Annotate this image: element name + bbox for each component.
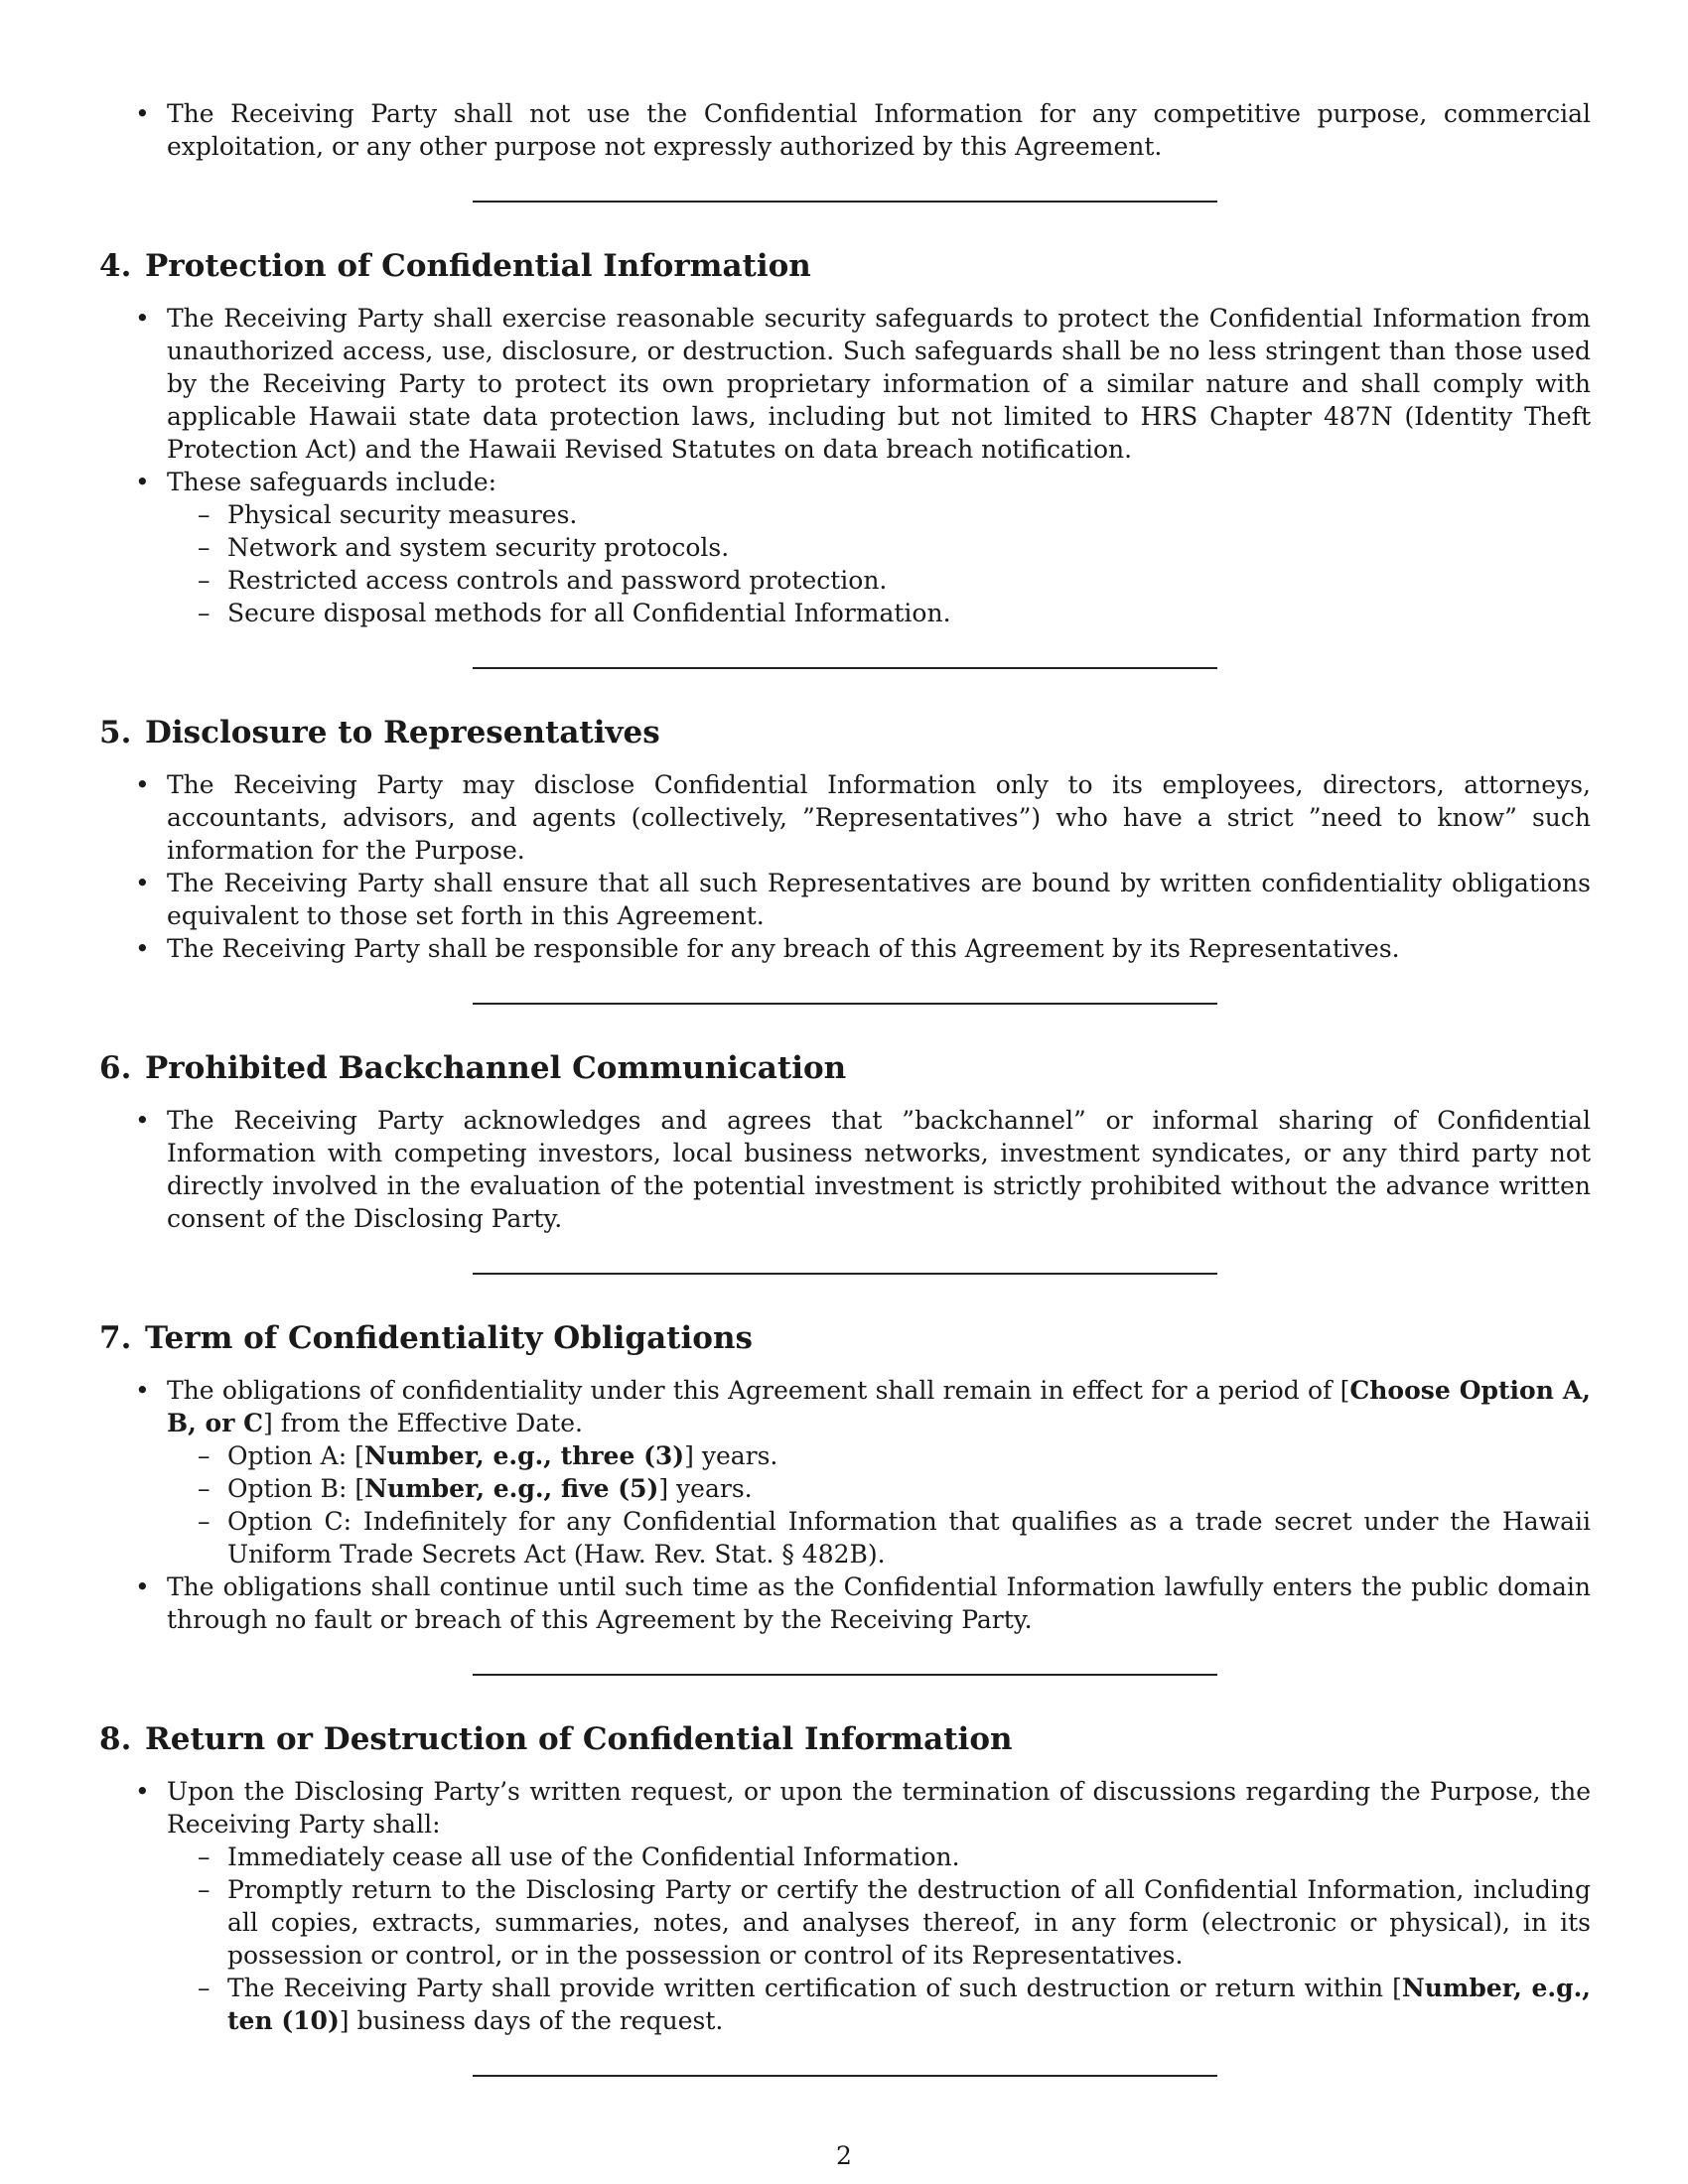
section-5-heading [99, 713, 1591, 752]
section-divider [473, 1003, 1217, 1005]
return-step-2: – Promptly return to the Disclosing Party or certify the destruction of all Confidential Information, including all copies, extracts, summaries, notes, and analyses thereof, in any form (electronic or physical), in its possession or control, or in the possession or control of its Representatives. [167, 1873, 1591, 1972]
section-4-number: 4. [99, 248, 132, 284]
section-6-number: 6. [99, 1050, 132, 1086]
section-6-title: Prohibited Backchannel Communication [145, 1050, 847, 1086]
return-steps-list [167, 1841, 1591, 2037]
section-5-bullet-2: • The Receiving Party shall ensure that all such Representatives are bound by written confidentiality obligations equivalent to those set forth in this Agreement. [99, 867, 1591, 932]
option-b-placeholder: Number, e.g., five (5) [364, 1474, 659, 1503]
section-5-number: 5. [99, 715, 132, 751]
option-b-pre: Option B: [ [227, 1474, 365, 1503]
page-number: 2 [836, 2141, 852, 2170]
section-6 [99, 1048, 1591, 1235]
option-a [167, 1439, 1591, 1472]
section-4-bullet-2 [99, 466, 1591, 629]
section-5-bullet-1: • The Receiving Party may disclose Confidential Information only to its employees, directors, attorneys, accountants, advisors, and agents (collectively, ”Representatives”) who have a strict ”need to know” such information for the Purpose. [99, 768, 1591, 867]
section-7-list [99, 1374, 1591, 1636]
option-b [167, 1472, 1591, 1505]
section-8-number: 8. [99, 1721, 132, 1757]
section-divider [473, 2075, 1217, 2077]
section-8-bullet-1 [99, 1775, 1591, 2037]
safeguards-list [167, 498, 1591, 629]
safeguard-item: – Restricted access controls and password protection. [167, 564, 1591, 597]
document-page [99, 97, 1591, 2120]
section-7-bullet-1 [99, 1374, 1591, 1570]
section-4-heading [99, 246, 1591, 286]
section-5-title: Disclosure to Representatives [145, 715, 660, 751]
section-8-heading [99, 1719, 1591, 1759]
safeguard-item: – Physical security measures. [167, 498, 1591, 531]
section-8 [99, 1719, 1591, 2037]
return-step-1: – Immediately cease all use of the Confidential Information. [167, 1841, 1591, 1873]
section-divider [473, 201, 1217, 203]
section-divider [473, 1273, 1217, 1275]
section-6-heading [99, 1048, 1591, 1088]
return-step-3-placeholder: Number, e.g., ten (10) [227, 1974, 1592, 2035]
option-c: – Option C: Indefinitely for any Confidential Information that qualifies as a trade secret under the Hawaii Uniform Trade Secrets Act (Haw. Rev. Stat. § 482B). [167, 1505, 1591, 1570]
section-4-title: Protection of Confidential Information [145, 248, 811, 284]
term-placeholder: Choose Option A, B, or C [167, 1376, 1591, 1437]
section-divider [473, 1674, 1217, 1676]
safeguard-item: – Secure disposal methods for all Confidential Information. [167, 597, 1591, 629]
term-options-list [167, 1439, 1591, 1570]
term-text-pre: The obligations of confidentiality under this Agreement shall remain in effect for a period of [ [167, 1376, 1350, 1405]
section-8-bullet-1-text: Upon the Disclosing Party’s written request, or upon the termination of discussions regarding the Purpose, the Receiving Party shall: [167, 1777, 1591, 1839]
section-4-list [99, 302, 1591, 629]
section-7-bullet-2: • The obligations shall continue until such time as the Confidential Information lawfully enters the public domain through no fault or breach of this Agreement by the Receiving Party. [99, 1570, 1591, 1636]
return-step-3-pre: The Receiving Party shall provide written certification of such destruction or return within [ [227, 1974, 1402, 2002]
section-8-list [99, 1775, 1591, 2037]
section-5-list [99, 768, 1591, 965]
section-divider [473, 667, 1217, 669]
return-step-3 [167, 1972, 1591, 2037]
term-text-post: ] from the Effective Date. [263, 1409, 583, 1437]
section-7-title: Term of Confidentiality Obligations [145, 1320, 753, 1356]
section-7-number: 7. [99, 1320, 132, 1356]
option-a-pre: Option A: [ [227, 1441, 364, 1470]
option-a-post: ] years. [684, 1441, 778, 1470]
section-8-title: Return or Destruction of Confidential Information [145, 1721, 1013, 1757]
section-4 [99, 246, 1591, 629]
section-6-bullet-1: • The Receiving Party acknowledges and agrees that ”backchannel” or informal sharing of Confidential Information with competing investors, local business networks, investment syndicates, or any third party not directly involved in the evaluation of the potential investment is strictly prohibited without the advance written consent of the Disclosing Party. [99, 1104, 1591, 1235]
return-step-3-post: ] business days of the request. [339, 2006, 724, 2035]
safeguard-item: – Network and system security protocols. [167, 531, 1591, 564]
option-b-post: ] years. [658, 1474, 753, 1503]
section-6-list [99, 1104, 1591, 1235]
option-a-placeholder: Number, e.g., three (3) [363, 1441, 685, 1470]
section-4-bullet-1: • The Receiving Party shall exercise reasonable security safeguards to protect the Confidential Information from unauthorized access, use, disclosure, or destruction. Such safeguards shall be no less stringent than those used by the Receiving Party to protect its own proprietary information of a similar nature and shall comply with applicable Hawaii state data protection laws, including but not limited to HRS Chapter 487N (Identity Theft Protection Act) and the Hawaii Revised Statutes on data breach notification. [99, 302, 1591, 466]
section-5-bullet-3: • The Receiving Party shall be responsible for any breach of this Agreement by its Representatives. [99, 932, 1591, 965]
section-5 [99, 713, 1591, 965]
section-7-heading [99, 1318, 1591, 1358]
intro-list [99, 97, 1591, 163]
section-4-bullet-2-text: These safeguards include: [167, 468, 497, 496]
section-7 [99, 1318, 1591, 1636]
intro-bullet: • The Receiving Party shall not use the Confidential Information for any competitive purpose, commercial exploitation, or any other purpose not expressly authorized by this Agreement. [99, 97, 1591, 163]
